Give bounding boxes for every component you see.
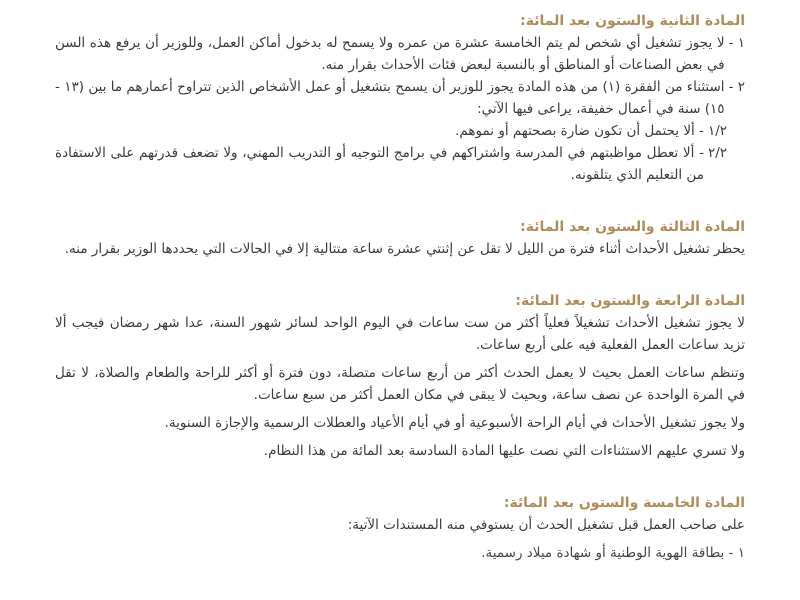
- subitem-text: - ألا يحتمل أن تكون ضارة بصحتهم أو نموهم.: [455, 123, 704, 139]
- article-164-paragraph-1: لا يجوز تشغيل الأحداث تشغيلاً فعلياً أكثر من ست ساعات في اليوم الواحد لسائر شهور السنة، عدا شهر رمضان فيجب ألا تزيد ساعات العمل الفعلية فيه على أربع ساعات.: [55, 315, 745, 353]
- subitem-number: ١/٢: [707, 123, 727, 139]
- item-text: لا يجوز تشغيل أي شخص لم يتم الخامسة عشرة من عمره ولا يسمح له بدخول أماكن العمل، وللوزير أن يرفع هذه السن في بعض الصناعات أو المناطق أو بالنسبة لبعض فئات الأحداث بقرار منه.: [55, 35, 725, 73]
- article-164-paragraph-2: وتنظم ساعات العمل بحيث لا يعمل الحدث أكثر من أربع ساعات متصلة، دون فترة أو أكثر للراحة والطعام والصلاة، لا تقل في المرة الواحدة عن نصف ساعة، وبحيث لا يبقى في مكان العمل أكثر من سبع ساعات.: [55, 365, 745, 403]
- article-164-paragraph-4: ولا تسري عليهم الاستثناءات التي نصت عليها المادة السادسة بعد المائة من هذا النظام.: [263, 443, 745, 459]
- article-163-paragraph: يحظر تشغيل الأحداث أثناء فترة من الليل لا تقل عن إثنتي عشرة ساعة متتالية إلا في الحالات التي يحددها الوزير بقرار منه.: [64, 241, 745, 257]
- subitem-text: - ألا تعطل مواظبتهم في المدرسة واشتراكهم في برامج التوجيه أو التدريب المهني، ولا تضعف قدرتهم على الاستفادة من التعليم الذي يتلقونه.: [55, 145, 704, 183]
- article-163-heading: المادة الثالثة والستون بعد المائة:: [520, 219, 745, 235]
- article-165-partial-line: ١ - بطاقة الهوية الوطنية أو شهادة ميلاد رسمية.: [481, 545, 745, 561]
- item-number: ١ -: [728, 35, 745, 51]
- article-164-heading: المادة الرابعة والستون بعد المائة:: [515, 293, 745, 309]
- article-162-item-2: [55, 76, 745, 120]
- article-164-paragraph-3: ولا يجوز تشغيل الأحداث في أيام الراحة الأسبوعية أو في أيام الأعياد والعطلات الرسمية والإجازة السنوية.: [164, 415, 745, 431]
- article-163: [55, 216, 745, 260]
- article-165: [55, 492, 745, 564]
- article-165-heading: المادة الخامسة والستون بعد المائة:: [503, 495, 745, 511]
- article-162-item-1: [55, 32, 745, 76]
- article-162-subitem-2: [55, 142, 745, 186]
- subitem-number: ٢/٢: [707, 145, 727, 161]
- item-text: استثناء من الفقرة (١) من هذه المادة يجوز للوزير أن يسمح بتشغيل أو عمل الأشخاص الذين تتراوح أعمارهم ما بين (١٣ - ١٥) سنة في أعمال خفيفة، يراعى فيها الآتي:: [55, 79, 725, 117]
- article-165-paragraph: على صاحب العمل قبل تشغيل الحدث أن يستوفي منه المستندات الآتية:: [347, 517, 745, 533]
- article-164: [55, 290, 745, 462]
- article-162-subitem-1: [55, 120, 745, 142]
- article-162-heading: المادة الثانية والستون بعد المائة:: [520, 13, 745, 29]
- article-162: [55, 10, 745, 186]
- item-number: ٢ -: [728, 79, 745, 95]
